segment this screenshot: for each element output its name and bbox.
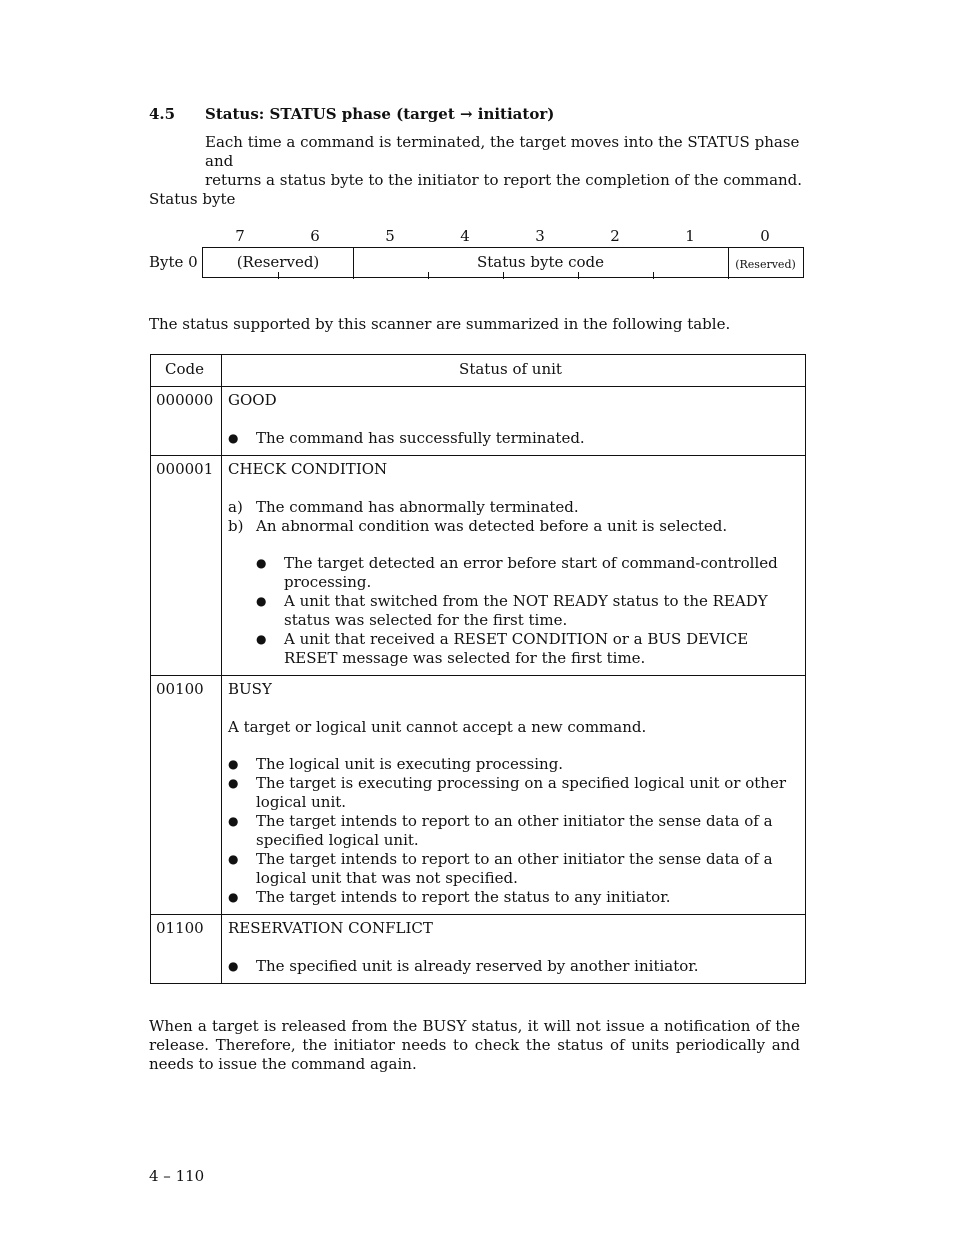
bullet-item: ● The target intends to report to an other initiator the sense data of a specified logical unit. bbox=[228, 812, 793, 850]
bit-number-4: 4 bbox=[460, 227, 470, 245]
bullet-item: ● The target intends to report the status to any initiator. bbox=[228, 888, 793, 907]
lettered-item-b bbox=[228, 517, 793, 536]
bit-divider-tick bbox=[428, 272, 429, 279]
section-title: Status: STATUS phase (target → initiator) bbox=[205, 105, 555, 123]
bit-divider-tick bbox=[278, 272, 279, 279]
header-status: Status of unit bbox=[459, 360, 562, 378]
item-text: The command has abnormally terminated. bbox=[256, 498, 579, 516]
bullet-item: ● The specified unit is already reserved by another initiator. bbox=[228, 957, 793, 976]
status-code-field: Status byte code bbox=[476, 253, 605, 271]
bit-divider-tick bbox=[578, 272, 579, 279]
bit-divider-tick bbox=[503, 272, 504, 279]
bullet-item: ● The logical unit is executing processing. bbox=[228, 755, 793, 774]
status-cell bbox=[222, 387, 805, 455]
header-code: Code bbox=[151, 355, 222, 386]
reserved-high-field: (Reserved) bbox=[236, 253, 320, 271]
table-row-check-condition bbox=[151, 455, 805, 675]
lettered-item-a bbox=[228, 498, 793, 517]
bit-number-0: 0 bbox=[760, 227, 770, 245]
code-cell: 000001 bbox=[151, 456, 222, 675]
table-intro: The status supported by this scanner are summarized in the following table. bbox=[149, 315, 731, 333]
sub-bullet-item: ● A unit that switched from the NOT READY status to the READY status was selected for the first time. bbox=[228, 592, 793, 630]
table-header-row bbox=[151, 355, 805, 386]
table-row-busy bbox=[151, 675, 805, 914]
status-name: GOOD bbox=[228, 391, 277, 409]
code-cell: 00100 bbox=[151, 676, 222, 914]
item-marker: b) bbox=[228, 517, 244, 535]
bullet-item: ● The target intends to report to an other initiator the sense data of a logical unit that was not specified. bbox=[228, 850, 793, 888]
status-table bbox=[150, 354, 806, 984]
status-name: CHECK CONDITION bbox=[228, 460, 388, 478]
status-description: A target or logical unit cannot accept a new command. bbox=[228, 718, 647, 736]
bullet-item: ● The target is executing processing on a specified logical unit or other logical unit. bbox=[228, 774, 793, 812]
section-number: 4.5 bbox=[149, 105, 176, 123]
status-cell bbox=[222, 915, 805, 983]
table-row-reservation-conflict bbox=[151, 914, 805, 983]
status-name: BUSY bbox=[228, 680, 272, 698]
bit-number-3: 3 bbox=[535, 227, 545, 245]
intro-line-1: Each time a command is terminated, the target moves into the STATUS phase and bbox=[205, 133, 800, 170]
sub-bullet-item: ● A unit that received a RESET CONDITION or a BUS DEVICE RESET message was selected for the first time. bbox=[228, 630, 793, 668]
status-byte-diagram bbox=[202, 247, 804, 278]
intro-line-2: returns a status byte to the initiator to report the completion of the command. bbox=[205, 171, 803, 189]
status-name: RESERVATION CONFLICT bbox=[228, 919, 433, 937]
bit-number-7: 7 bbox=[235, 227, 245, 245]
reserved-low-field: (Reserved) bbox=[735, 258, 796, 271]
byte-0-label: Byte 0 bbox=[149, 253, 198, 271]
bit-number-2: 2 bbox=[610, 227, 620, 245]
status-cell bbox=[222, 676, 805, 914]
status-cell bbox=[222, 456, 805, 675]
intro-paragraph bbox=[205, 133, 805, 190]
status-byte-label: Status byte bbox=[149, 190, 236, 208]
bit-number-5: 5 bbox=[385, 227, 395, 245]
closing-paragraph: When a target is released from the BUSY status, it will not issue a notification of the release. Therefore, the initiator needs to check the status of units periodically and needs to issue the command again. bbox=[149, 1017, 800, 1073]
page-number: 4 – 110 bbox=[149, 1167, 205, 1185]
table-row-good bbox=[151, 386, 805, 455]
bit-number-1: 1 bbox=[685, 227, 695, 245]
code-cell: 01100 bbox=[151, 915, 222, 983]
code-cell: 000000 bbox=[151, 387, 222, 455]
bit-divider-tick bbox=[653, 272, 654, 279]
item-marker: a) bbox=[228, 498, 243, 516]
bit-number-6: 6 bbox=[310, 227, 320, 245]
item-text: An abnormal condition was detected before a unit is selected. bbox=[256, 517, 728, 535]
sub-bullet-item: ● The target detected an error before start of command-controlled processing. bbox=[228, 554, 793, 592]
bullet-item: ● The command has successfully terminated. bbox=[228, 429, 793, 448]
